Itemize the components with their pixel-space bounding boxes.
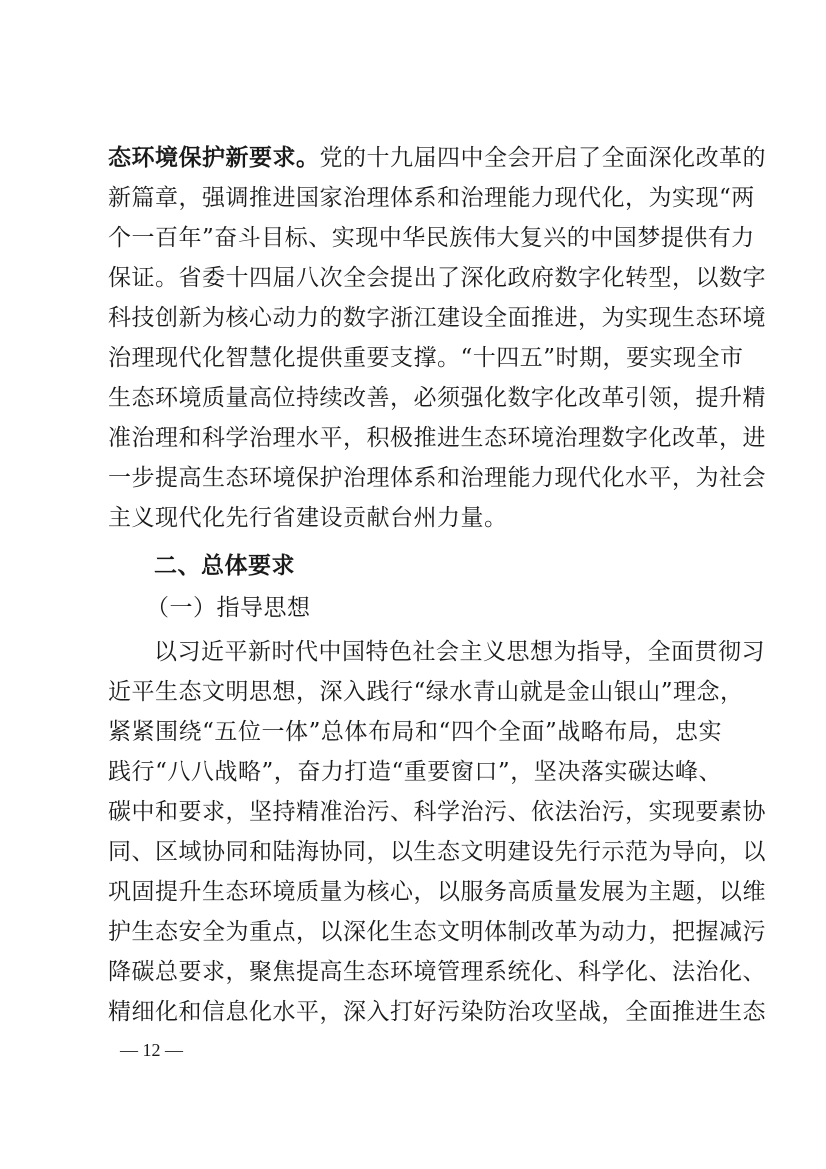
paragraph-line: 生态环境质量高位持续改善，必须强化数字化改革引领，提升精 — [108, 385, 766, 411]
paragraph-line: 主义现代化先行省建设贡献台州力量。 — [108, 505, 508, 531]
paragraph-line: 碳中和要求，坚持精准治污、科学治污、依法治污，实现要素协 — [108, 799, 766, 825]
line-text: 党的十九届四中全会开启了全面深化改革的 — [319, 145, 766, 171]
paragraph-line: 准治理和科学治理水平，积极推进生态环境治理数字化改革，进 — [108, 425, 766, 451]
paragraph-line: 践行“八八战略”，奋力打造“重要窗口”，坚决落实碳达峰、 — [108, 759, 722, 785]
page-number: — 12 — — [120, 1040, 183, 1060]
paragraph-line: 一步提高生态环境保护治理体系和治理能力现代化水平，为社会 — [108, 465, 766, 491]
paragraph-line: 护生态安全为重点，以深化生态文明体制改革为动力，把握减污 — [108, 919, 766, 945]
subsection-heading: （一）指导思想 — [146, 595, 311, 621]
paragraph-line: 同、区域协同和陆海协同，以生态文明建设先行示范为导向，以 — [108, 839, 766, 865]
paragraph-line: 治理现代化智慧化提供重要支撑。“十四五”时期，要实现全市 — [108, 345, 744, 371]
emphasis-text: 态环境保护新要求。 — [108, 144, 320, 171]
paragraph-line: 个一百年”奋斗目标、实现中华民族伟大复兴的中国梦提供有力 — [108, 225, 755, 251]
paragraph-line: 精细化和信息化水平，深入打好污染防治攻坚战，全面推进生态 — [108, 999, 766, 1025]
paragraph-line: 降碳总要求，聚焦提高生态环境管理系统化、科学化、法治化、 — [108, 959, 766, 985]
section-heading: 二、总体要求 — [154, 553, 295, 579]
paragraph-line: 保证。省委十四届八次全会提出了深化政府数字化转型，以数字 — [108, 265, 766, 291]
paragraph-line: 紧紧围绕“五位一体”总体布局和“四个全面”战略布局，忠实 — [108, 719, 722, 745]
paragraph-line: 新篇章，强调推进国家治理体系和治理能力现代化，为实现“两 — [108, 185, 755, 211]
paragraph-line: 近平生态文明思想，深入践行“绿水青山就是金山银山”理念， — [108, 679, 744, 705]
paragraph-line: 以习近平新时代中国特色社会主义思想为指导，全面贯彻习 — [154, 639, 765, 665]
paragraph-line: 科技创新为核心动力的数字浙江建设全面推进，为实现生态环境 — [108, 305, 766, 331]
paragraph-line: 巩固提升生态环境质量为核心，以服务高质量发展为主题，以维 — [108, 879, 766, 905]
paragraph-line — [108, 140, 766, 176]
